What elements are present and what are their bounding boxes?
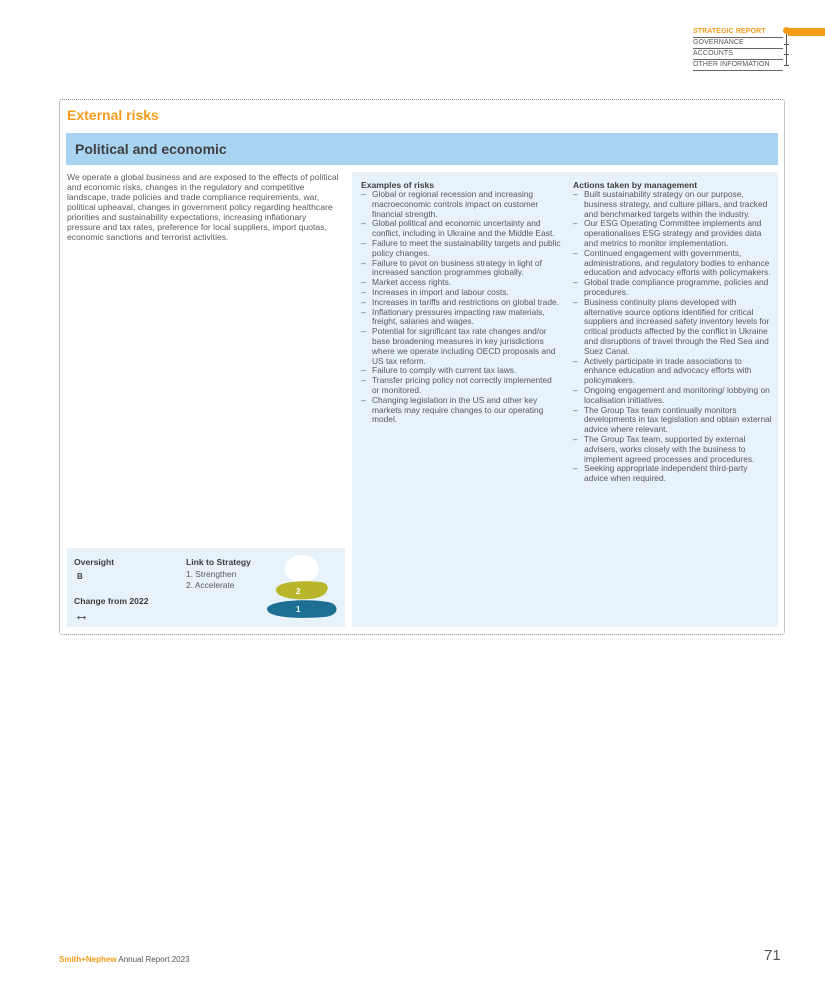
examples-item: – Inflationary pressures impacting raw materials, freight, salaries and wages. [361, 308, 561, 328]
footer-text: Annual Report 2023 [116, 955, 190, 964]
nav-item-governance[interactable]: GOVERNANCE [693, 38, 783, 49]
examples-list [361, 190, 561, 425]
strategy-item-accelerate: 2. Accelerate [186, 580, 235, 590]
actions-list [573, 190, 773, 484]
actions-item: – Seeking appropriate independent third-party advice when required. [573, 464, 773, 484]
oversight-value: B [77, 572, 83, 581]
nav-rail [786, 30, 787, 66]
no-change-arrow-icon: ↔ [74, 607, 89, 624]
examples-item: – Increases in tariffs and restrictions on global trade. [361, 298, 561, 308]
nav-tick [784, 54, 789, 55]
actions-item: – Actively participate in trade associations to enhance education and advocacy efforts with policymakers. [573, 357, 773, 386]
footer-brand: Smith+Nephew [59, 955, 117, 964]
nav-item-accounts[interactable]: ACCOUNTS [693, 49, 783, 60]
footer [59, 955, 190, 964]
change-label: Change from 2022 [74, 596, 149, 606]
actions-item: – Global trade compliance programme, policies and procedures. [573, 278, 773, 298]
examples-item: – Market access rights. [361, 278, 561, 288]
actions-heading: Actions taken by management [573, 180, 698, 190]
nav-item-strategic-report[interactable]: STRATEGIC REPORT [693, 27, 783, 38]
actions-item: – The Group Tax team, supported by external advisers, works closely with the business to implement agreed processes and procedures. [573, 435, 773, 464]
examples-item: – Transfer pricing policy not correctly implemented or monitored. [361, 376, 561, 396]
section-title: External risks [67, 107, 159, 123]
actions-item: – Our ESG Operating Committee implements and operationalises ESG strategy and provides data and metrics to monitor implementation. [573, 219, 773, 248]
examples-item: – Global or regional recession and increasing macroeconomic controls impact on customer financial strength. [361, 190, 561, 219]
pebble-number-2: 2 [296, 587, 301, 596]
pebble-top [285, 555, 319, 583]
nav-active-dot [783, 27, 790, 34]
nav-item-other-information[interactable]: OTHER INFORMATION [693, 60, 783, 71]
examples-item: – Failure to comply with current tax laws. [361, 366, 561, 376]
examples-item: – Global political and economic uncertainty and conflict, including in Ukraine and the Middle East. [361, 219, 561, 239]
examples-item: – Failure to meet the sustainability targets and public policy changes. [361, 239, 561, 259]
examples-item: – Changing legislation in the US and other key markets may require changes to our operating model. [361, 396, 561, 425]
examples-item: – Increases in import and labour costs. [361, 288, 561, 298]
nav-tick [784, 44, 789, 45]
actions-item: – Built sustainability strategy on our purpose, business strategy, and culture pillars, and tracked and benchmarked targets within the industry. [573, 190, 773, 219]
nav-tick [784, 65, 789, 66]
examples-item: – Potential for significant tax rate changes and/or base broadening measures in key jurisdictions where we operate including OECD proposals and US tax reform. [361, 327, 561, 366]
examples-column [361, 180, 561, 425]
pebble-olive [276, 581, 328, 599]
risk-description: We operate a global business and are exposed to the effects of political and economic risks, changes in the regulatory and competitive landscape, trade policies and trade compliance requirements, war, political upheaval, changes in government policy regarding healthcare priorities and sustainability expectations, increasing inflationary pressure and tax rates, preference for local suppliers, import quotas, economic sanctions and terrorist activities. [67, 172, 339, 242]
oversight-label: Oversight [74, 557, 115, 567]
strategy-pebbles-icon [264, 553, 344, 623]
actions-item: – The Group Tax team continually monitors developments in tax legislation and obtain external advice where relevant. [573, 406, 773, 435]
actions-column [573, 180, 773, 484]
strategy-item-strengthen: 1. Strengthen [186, 569, 237, 579]
examples-item: – Failure to pivot on business strategy in light of increased sanction programmes globally. [361, 259, 561, 279]
page-number: 71 [764, 947, 781, 964]
section-nav [693, 27, 783, 71]
examples-heading: Examples of risks [361, 180, 435, 190]
pebble-number-1: 1 [296, 605, 301, 614]
pebble-teal [267, 600, 337, 618]
actions-item: – Ongoing engagement and monitoring/ lobbying on localisation initiatives. [573, 386, 773, 406]
risk-banner [66, 133, 778, 165]
actions-item: – Continued engagement with governments, administrations, and regulatory bodies to enhance education and advocacy efforts with policymakers. [573, 249, 773, 278]
actions-item: – Business continuity plans developed with alternative source options identified for critical suppliers and increased safety inventory levels for critical products affected by the conflict in Ukraine and disruptions of travel through the Red Sea and Suez Canal. [573, 298, 773, 357]
nav-active-tab [788, 28, 825, 36]
risk-title: Political and economic [75, 141, 227, 157]
strategy-label: Link to Strategy [186, 557, 251, 567]
